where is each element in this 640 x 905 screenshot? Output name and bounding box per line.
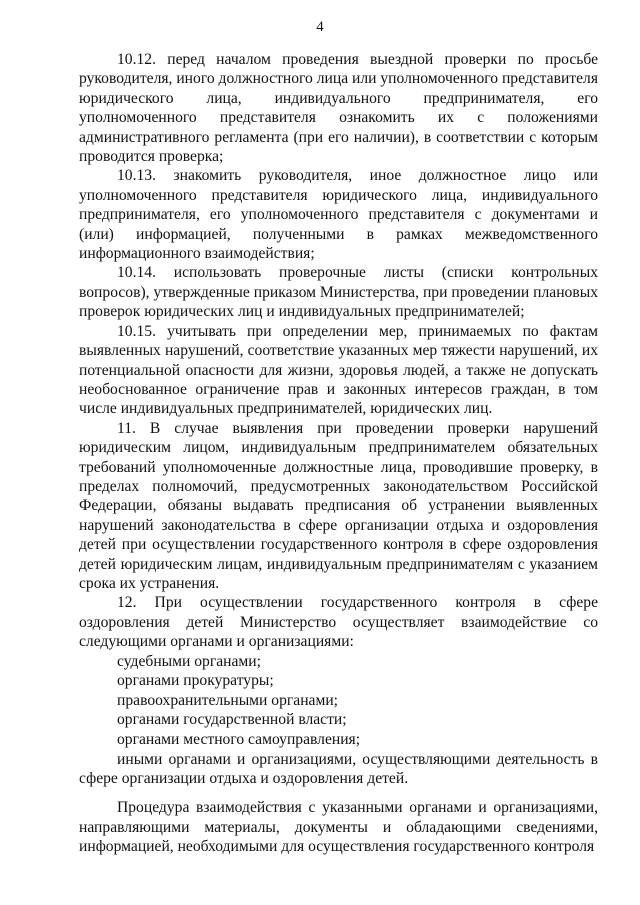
procedure-paragraph: Процедура взаимодействия с указанными органами и организациями, направляющими материалы, документы и обладающими сведениями, информацией, необходимыми для осуществления государственного контроля xyxy=(79,799,598,856)
list-item: органами прокуратуры; xyxy=(117,672,274,690)
paragraph-10-13: 10.13. знакомить руководителя, иное должностное лицо или уполномоченного представителя юридического лица, индивидуального предпринимателя, его уполномоченного представителя с документами и (или) информацией, полученными в рамках межведомственного информационного взаимодействия; xyxy=(79,167,598,263)
interaction-bodies-list xyxy=(79,652,598,750)
list-item: судебными органами; xyxy=(117,652,261,670)
paragraph-10-14: 10.14. использовать проверочные листы (списки контрольных вопросов), утвержденные приказом Министерства, при проведении плановых проверок юридических лиц и индивидуальных предпринимателей; xyxy=(79,264,598,321)
paragraph-11: 11. В случае выявления при проведении проверки нарушений юридическим лицом, индивидуальным предпринимателем обязательных требований уполномоченные должностные лица, проводившие проверку, в пределах полномочий, предусмотренных законодательством Российской Федерации, обязаны выдавать предписания об устранении выявленных нарушений законодательства в сфере организации отдыха и оздоровления детей при осуществлении государственного контроля в сфере оздоровления детей юридическим лицам, индивидуальным предпринимателям с указанием срока их устранения. xyxy=(79,419,598,592)
paragraph-12: 12. При осуществлении государственного контроля в сфере оздоровления детей Министерство осуществляет взаимодействие со следующими органами и организациями: xyxy=(79,594,598,651)
list-item: правоохранительными органами; xyxy=(117,691,339,709)
document-body xyxy=(79,50,598,857)
list-item: органами местного самоуправления; xyxy=(117,730,361,748)
list-item: органами государственной власти; xyxy=(117,711,347,729)
closing-list-paragraph: иными органами и организациями, осуществляющими деятельность в сфере организации отдыха и оздоровления детей. xyxy=(79,750,598,787)
page-number: 4 xyxy=(316,19,324,35)
paragraph-10-12: 10.12. перед началом проведения выездной проверки по просьбе руководителя, иного должностного лица или уполномоченного представителя юридического лица, индивидуального предпринимателя, его уполномоченного представителя ознакомить их с положениями административного регламента (при его наличии), в соответствии с которым проводится проверка; xyxy=(79,51,598,166)
paragraph-10-15: 10.15. учитывать при определении мер, принимаемых по фактам выявленных нарушений, соответствие указанных мер тяжести нарушений, их потенциальной опасности для жизни, здоровья людей, а также не допускать необоснованное ограничение прав и законных интересов граждан, в том числе индивидуальных предпринимателей, юридических лиц. xyxy=(79,322,598,418)
